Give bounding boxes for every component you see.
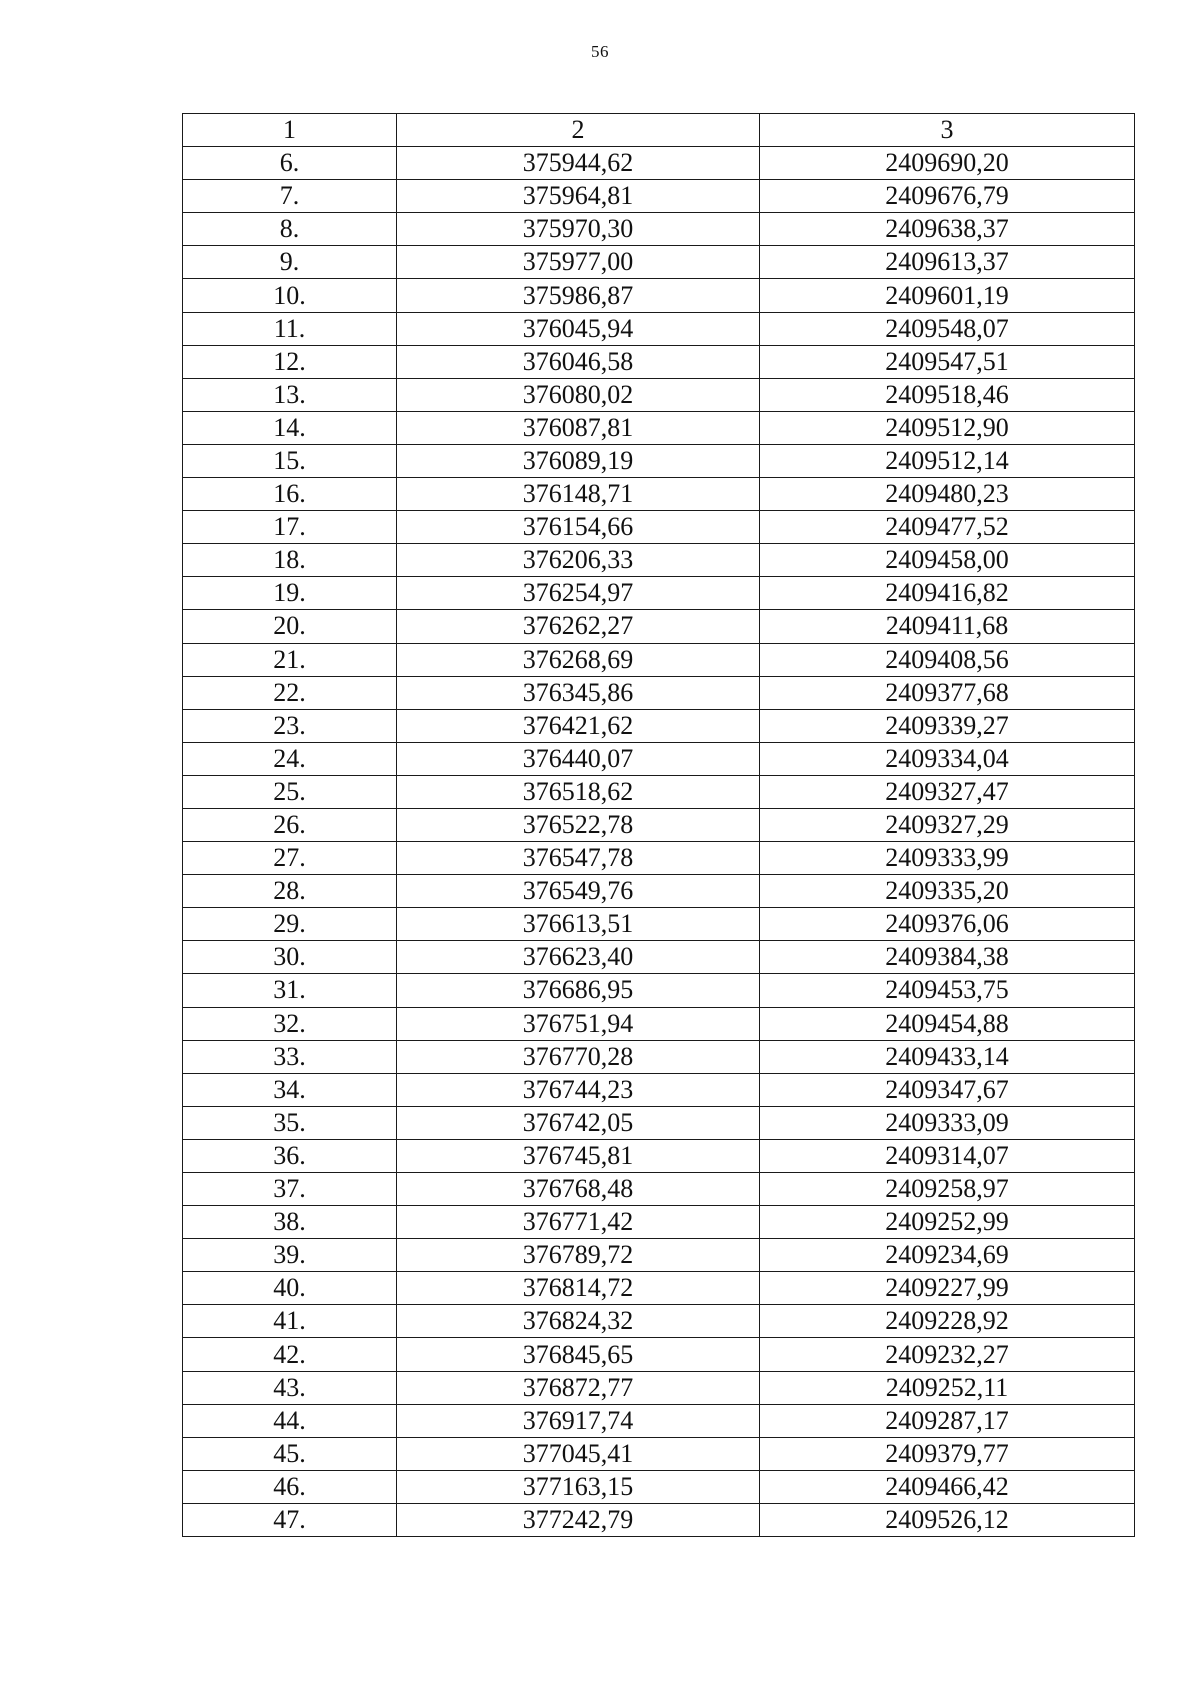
point-number-cell: 25. <box>183 775 397 808</box>
y-coordinate-cell: 2409327,29 <box>760 808 1135 841</box>
table-row <box>183 1371 1135 1404</box>
x-coordinate-cell: 375970,30 <box>397 213 760 246</box>
table-row <box>183 1470 1135 1503</box>
table-row <box>183 1106 1135 1139</box>
x-coordinate-cell: 376789,72 <box>397 1239 760 1272</box>
point-number-cell: 22. <box>183 676 397 709</box>
point-number-cell: 27. <box>183 842 397 875</box>
table-row <box>183 808 1135 841</box>
point-number-cell: 33. <box>183 1040 397 1073</box>
x-coordinate-cell: 376206,33 <box>397 544 760 577</box>
table-row <box>183 1173 1135 1206</box>
y-coordinate-cell: 2409512,90 <box>760 411 1135 444</box>
header-cell-2: 2 <box>397 114 760 147</box>
y-coordinate-cell: 2409458,00 <box>760 544 1135 577</box>
y-coordinate-cell: 2409227,99 <box>760 1272 1135 1305</box>
y-coordinate-cell: 2409416,82 <box>760 577 1135 610</box>
point-number-cell: 31. <box>183 974 397 1007</box>
table-row <box>183 478 1135 511</box>
table-row <box>183 1206 1135 1239</box>
x-coordinate-cell: 376613,51 <box>397 908 760 941</box>
y-coordinate-cell: 2409547,51 <box>760 345 1135 378</box>
table-row <box>183 1139 1135 1172</box>
y-coordinate-cell: 2409314,07 <box>760 1139 1135 1172</box>
x-coordinate-cell: 376518,62 <box>397 775 760 808</box>
table-row <box>183 1073 1135 1106</box>
point-number-cell: 37. <box>183 1173 397 1206</box>
x-coordinate-cell: 376872,77 <box>397 1371 760 1404</box>
y-coordinate-cell: 2409335,20 <box>760 875 1135 908</box>
x-coordinate-cell: 376087,81 <box>397 411 760 444</box>
x-coordinate-cell: 376080,02 <box>397 378 760 411</box>
page-number: 56 <box>591 42 609 61</box>
y-coordinate-cell: 2409347,67 <box>760 1073 1135 1106</box>
x-coordinate-cell: 376254,97 <box>397 577 760 610</box>
header-cell-3: 3 <box>760 114 1135 147</box>
x-coordinate-cell: 376045,94 <box>397 312 760 345</box>
point-number-cell: 9. <box>183 246 397 279</box>
x-coordinate-cell: 376522,78 <box>397 808 760 841</box>
point-number-cell: 44. <box>183 1404 397 1437</box>
table-row <box>183 411 1135 444</box>
y-coordinate-cell: 2409477,52 <box>760 511 1135 544</box>
x-coordinate-cell: 376549,76 <box>397 875 760 908</box>
table-row <box>183 1503 1135 1536</box>
point-number-cell: 39. <box>183 1239 397 1272</box>
table-row <box>183 180 1135 213</box>
x-coordinate-cell: 375944,62 <box>397 147 760 180</box>
x-coordinate-cell: 376768,48 <box>397 1173 760 1206</box>
x-coordinate-cell: 376440,07 <box>397 742 760 775</box>
point-number-cell: 30. <box>183 941 397 974</box>
point-number-cell: 20. <box>183 610 397 643</box>
point-number-cell: 11. <box>183 312 397 345</box>
table-row <box>183 1404 1135 1437</box>
table-row <box>183 378 1135 411</box>
y-coordinate-cell: 2409518,46 <box>760 378 1135 411</box>
y-coordinate-cell: 2409376,06 <box>760 908 1135 941</box>
point-number-cell: 8. <box>183 213 397 246</box>
x-coordinate-cell: 377045,41 <box>397 1437 760 1470</box>
x-coordinate-cell: 376917,74 <box>397 1404 760 1437</box>
table-row <box>183 1007 1135 1040</box>
y-coordinate-cell: 2409377,68 <box>760 676 1135 709</box>
y-coordinate-cell: 2409258,97 <box>760 1173 1135 1206</box>
table-row <box>183 709 1135 742</box>
table-row <box>183 842 1135 875</box>
point-number-cell: 21. <box>183 643 397 676</box>
table-body <box>183 114 1135 1537</box>
table-row <box>183 775 1135 808</box>
x-coordinate-cell: 376262,27 <box>397 610 760 643</box>
point-number-cell: 46. <box>183 1470 397 1503</box>
x-coordinate-cell: 377163,15 <box>397 1470 760 1503</box>
y-coordinate-cell: 2409526,12 <box>760 1503 1135 1536</box>
y-coordinate-cell: 2409234,69 <box>760 1239 1135 1272</box>
table-row <box>183 643 1135 676</box>
y-coordinate-cell: 2409327,47 <box>760 775 1135 808</box>
y-coordinate-cell: 2409601,19 <box>760 279 1135 312</box>
table-row <box>183 1272 1135 1305</box>
y-coordinate-cell: 2409334,04 <box>760 742 1135 775</box>
x-coordinate-cell: 376824,32 <box>397 1305 760 1338</box>
point-number-cell: 35. <box>183 1106 397 1139</box>
point-number-cell: 12. <box>183 345 397 378</box>
point-number-cell: 41. <box>183 1305 397 1338</box>
point-number-cell: 14. <box>183 411 397 444</box>
y-coordinate-cell: 2409676,79 <box>760 180 1135 213</box>
point-number-cell: 34. <box>183 1073 397 1106</box>
x-coordinate-cell: 376421,62 <box>397 709 760 742</box>
y-coordinate-cell: 2409454,88 <box>760 1007 1135 1040</box>
table-row <box>183 875 1135 908</box>
table-row <box>183 742 1135 775</box>
x-coordinate-cell: 376268,69 <box>397 643 760 676</box>
x-coordinate-cell: 376751,94 <box>397 1007 760 1040</box>
point-number-cell: 42. <box>183 1338 397 1371</box>
x-coordinate-cell: 376686,95 <box>397 974 760 1007</box>
point-number-cell: 16. <box>183 478 397 511</box>
y-coordinate-cell: 2409333,09 <box>760 1106 1135 1139</box>
point-number-cell: 13. <box>183 378 397 411</box>
x-coordinate-cell: 375977,00 <box>397 246 760 279</box>
x-coordinate-cell: 376547,78 <box>397 842 760 875</box>
y-coordinate-cell: 2409411,68 <box>760 610 1135 643</box>
point-number-cell: 40. <box>183 1272 397 1305</box>
x-coordinate-cell: 375964,81 <box>397 180 760 213</box>
y-coordinate-cell: 2409339,27 <box>760 709 1135 742</box>
y-coordinate-cell: 2409466,42 <box>760 1470 1135 1503</box>
table-row <box>183 147 1135 180</box>
point-number-cell: 7. <box>183 180 397 213</box>
y-coordinate-cell: 2409638,37 <box>760 213 1135 246</box>
y-coordinate-cell: 2409548,07 <box>760 312 1135 345</box>
y-coordinate-cell: 2409252,99 <box>760 1206 1135 1239</box>
x-coordinate-cell: 377242,79 <box>397 1503 760 1536</box>
x-coordinate-cell: 376770,28 <box>397 1040 760 1073</box>
point-number-cell: 6. <box>183 147 397 180</box>
y-coordinate-cell: 2409480,23 <box>760 478 1135 511</box>
y-coordinate-cell: 2409379,77 <box>760 1437 1135 1470</box>
table-row <box>183 444 1135 477</box>
y-coordinate-cell: 2409287,17 <box>760 1404 1135 1437</box>
x-coordinate-cell: 376089,19 <box>397 444 760 477</box>
table-row <box>183 941 1135 974</box>
y-coordinate-cell: 2409453,75 <box>760 974 1135 1007</box>
y-coordinate-cell: 2409408,56 <box>760 643 1135 676</box>
x-coordinate-cell: 376745,81 <box>397 1139 760 1172</box>
point-number-cell: 32. <box>183 1007 397 1040</box>
y-coordinate-cell: 2409232,27 <box>760 1338 1135 1371</box>
x-coordinate-cell: 376814,72 <box>397 1272 760 1305</box>
table-row <box>183 974 1135 1007</box>
point-number-cell: 45. <box>183 1437 397 1470</box>
table-header-row <box>183 114 1135 147</box>
header-cell-1: 1 <box>183 114 397 147</box>
table-row <box>183 312 1135 345</box>
table-row <box>183 213 1135 246</box>
y-coordinate-cell: 2409333,99 <box>760 842 1135 875</box>
x-coordinate-cell: 376623,40 <box>397 941 760 974</box>
x-coordinate-cell: 376345,86 <box>397 676 760 709</box>
point-number-cell: 26. <box>183 808 397 841</box>
point-number-cell: 17. <box>183 511 397 544</box>
table-row <box>183 1239 1135 1272</box>
table-row <box>183 676 1135 709</box>
table-row <box>183 511 1135 544</box>
point-number-cell: 47. <box>183 1503 397 1536</box>
point-number-cell: 24. <box>183 742 397 775</box>
table-row <box>183 345 1135 378</box>
y-coordinate-cell: 2409252,11 <box>760 1371 1135 1404</box>
point-number-cell: 29. <box>183 908 397 941</box>
point-number-cell: 28. <box>183 875 397 908</box>
coordinates-table <box>182 113 1135 1537</box>
x-coordinate-cell: 376744,23 <box>397 1073 760 1106</box>
table-row <box>183 1040 1135 1073</box>
point-number-cell: 19. <box>183 577 397 610</box>
y-coordinate-cell: 2409228,92 <box>760 1305 1135 1338</box>
x-coordinate-cell: 376046,58 <box>397 345 760 378</box>
y-coordinate-cell: 2409433,14 <box>760 1040 1135 1073</box>
x-coordinate-cell: 376148,71 <box>397 478 760 511</box>
y-coordinate-cell: 2409512,14 <box>760 444 1135 477</box>
x-coordinate-cell: 375986,87 <box>397 279 760 312</box>
x-coordinate-cell: 376154,66 <box>397 511 760 544</box>
table-row <box>183 246 1135 279</box>
point-number-cell: 15. <box>183 444 397 477</box>
table-row <box>183 610 1135 643</box>
x-coordinate-cell: 376845,65 <box>397 1338 760 1371</box>
point-number-cell: 18. <box>183 544 397 577</box>
x-coordinate-cell: 376742,05 <box>397 1106 760 1139</box>
x-coordinate-cell: 376771,42 <box>397 1206 760 1239</box>
table-row <box>183 279 1135 312</box>
point-number-cell: 36. <box>183 1139 397 1172</box>
point-number-cell: 10. <box>183 279 397 312</box>
table-row <box>183 1305 1135 1338</box>
table-row <box>183 544 1135 577</box>
point-number-cell: 38. <box>183 1206 397 1239</box>
table-row <box>183 1338 1135 1371</box>
y-coordinate-cell: 2409384,38 <box>760 941 1135 974</box>
table-row <box>183 577 1135 610</box>
table-row <box>183 908 1135 941</box>
point-number-cell: 43. <box>183 1371 397 1404</box>
y-coordinate-cell: 2409690,20 <box>760 147 1135 180</box>
point-number-cell: 23. <box>183 709 397 742</box>
table-row <box>183 1437 1135 1470</box>
y-coordinate-cell: 2409613,37 <box>760 246 1135 279</box>
